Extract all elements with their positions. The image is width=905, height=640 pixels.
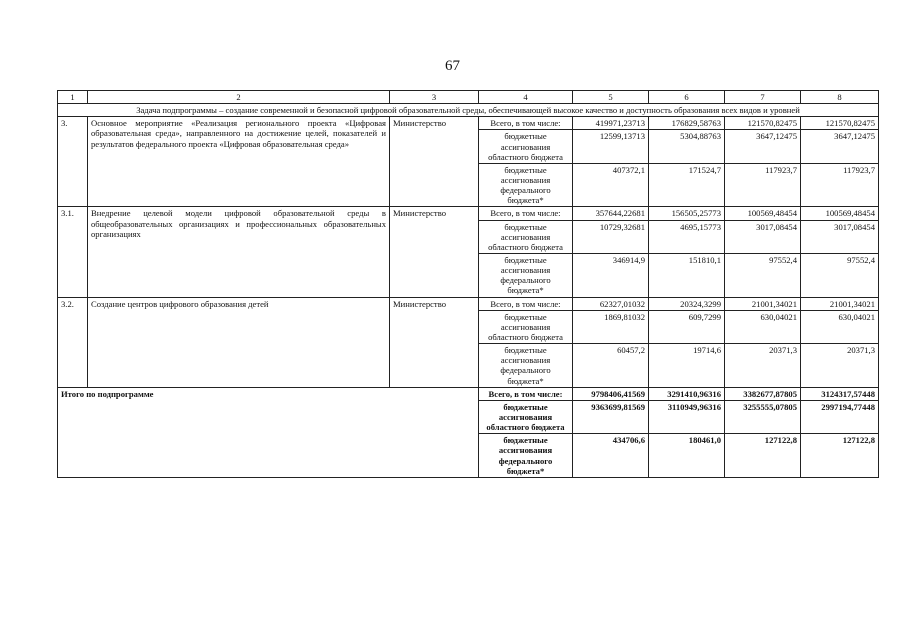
column-number: 8: [801, 91, 879, 104]
measure-executor: Министерство: [390, 117, 479, 207]
value-cell: 62327,01032: [573, 297, 649, 310]
value-cell: 117923,7: [725, 163, 801, 207]
value-cell: 357644,22681: [573, 207, 649, 220]
task-title-row: [58, 104, 879, 117]
measure-name: Создание центров цифрового образования детей: [88, 297, 390, 387]
value-cell: 3647,12475: [801, 130, 879, 163]
value-cell: 3647,12475: [725, 130, 801, 163]
value-cell: 3255555,07805: [725, 400, 801, 433]
funding-source: бюджетные ассигнования областного бюджета: [479, 130, 573, 163]
funding-source: Всего, в том числе:: [479, 297, 573, 310]
value-cell: 100569,48454: [801, 207, 879, 220]
measure-number: 3.1.: [58, 207, 88, 297]
value-cell: 3017,08454: [725, 220, 801, 253]
measure-executor: Министерство: [390, 207, 479, 297]
funding-source: бюджетные ассигнования федерального бюджета*: [479, 434, 573, 478]
value-cell: 5304,88763: [649, 130, 725, 163]
value-cell: 1869,81032: [573, 310, 649, 343]
value-cell: 4695,15773: [649, 220, 725, 253]
value-cell: 156505,25773: [649, 207, 725, 220]
value-cell: 9798406,41569: [573, 387, 649, 400]
budget-table: [57, 90, 879, 478]
measure-executor: Министерство: [390, 297, 479, 387]
value-cell: 21001,34021: [725, 297, 801, 310]
column-number: 7: [725, 91, 801, 104]
value-cell: 21001,34021: [801, 297, 879, 310]
value-cell: 3291410,96316: [649, 387, 725, 400]
value-cell: 3382677,87805: [725, 387, 801, 400]
funding-source: бюджетные ассигнования федерального бюджета*: [479, 253, 573, 297]
value-cell: 2997194,77448: [801, 400, 879, 433]
funding-source: Всего, в том числе:: [479, 387, 573, 400]
value-cell: 20371,3: [725, 344, 801, 388]
column-number: 1: [58, 91, 88, 104]
funding-source: Всего, в том числе:: [479, 207, 573, 220]
table-row: [58, 207, 879, 220]
value-cell: 630,04021: [801, 310, 879, 343]
value-cell: 434706,6: [573, 434, 649, 478]
measure-name: Внедрение целевой модели цифровой образовательной среды в общеобразовательных организациях и профессиональных образовательных организациях: [88, 207, 390, 297]
value-cell: 419971,23713: [573, 117, 649, 130]
value-cell: 127122,8: [801, 434, 879, 478]
value-cell: 630,04021: [725, 310, 801, 343]
column-number: 4: [479, 91, 573, 104]
value-cell: 117923,7: [801, 163, 879, 207]
value-cell: 10729,32681: [573, 220, 649, 253]
measure-number: 3.2.: [58, 297, 88, 387]
funding-source: бюджетные ассигнования федерального бюджета*: [479, 163, 573, 207]
value-cell: 151810,1: [649, 253, 725, 297]
funding-source: бюджетные ассигнования федерального бюджета*: [479, 344, 573, 388]
value-cell: 3110949,96316: [649, 400, 725, 433]
value-cell: 127122,8: [725, 434, 801, 478]
column-number: 5: [573, 91, 649, 104]
table-row: [58, 117, 879, 130]
value-cell: 19714,6: [649, 344, 725, 388]
value-cell: 176829,58763: [649, 117, 725, 130]
task-title: Задача подпрограммы – создание современной и безопасной цифровой образовательной среды, обеспечивающей высокое качество и доступность образования всех видов и уровней: [58, 104, 879, 117]
value-cell: 180461,0: [649, 434, 725, 478]
column-number: 3: [390, 91, 479, 104]
value-cell: 407372,1: [573, 163, 649, 207]
value-cell: 97552,4: [725, 253, 801, 297]
funding-source: Всего, в том числе:: [479, 117, 573, 130]
measure-name: Основное мероприятие «Реализация регионального проекта «Цифровая образовательная среда», направленного на достижение целей, показателей и результатов федерального проекта «Цифровая образовательная среда»: [88, 117, 390, 207]
table-row: [58, 297, 879, 310]
value-cell: 3124317,57448: [801, 387, 879, 400]
value-cell: 20324,3299: [649, 297, 725, 310]
column-numbers-row: [58, 91, 879, 104]
value-cell: 171524,7: [649, 163, 725, 207]
funding-source: бюджетные ассигнования областного бюджета: [479, 310, 573, 343]
total-row: [58, 387, 879, 400]
value-cell: 9363699,81569: [573, 400, 649, 433]
funding-source: бюджетные ассигнования областного бюджета: [479, 400, 573, 433]
page-number: 67: [445, 58, 460, 74]
value-cell: 121570,82475: [801, 117, 879, 130]
value-cell: 12599,13713: [573, 130, 649, 163]
value-cell: 97552,4: [801, 253, 879, 297]
column-number: 2: [88, 91, 390, 104]
value-cell: 60457,2: [573, 344, 649, 388]
value-cell: 609,7299: [649, 310, 725, 343]
funding-source: бюджетные ассигнования областного бюджета: [479, 220, 573, 253]
value-cell: 3017,08454: [801, 220, 879, 253]
value-cell: 346914,9: [573, 253, 649, 297]
total-label: Итого по подпрограмме: [58, 387, 479, 477]
value-cell: 100569,48454: [725, 207, 801, 220]
measure-number: 3.: [58, 117, 88, 207]
value-cell: 20371,3: [801, 344, 879, 388]
column-number: 6: [649, 91, 725, 104]
value-cell: 121570,82475: [725, 117, 801, 130]
